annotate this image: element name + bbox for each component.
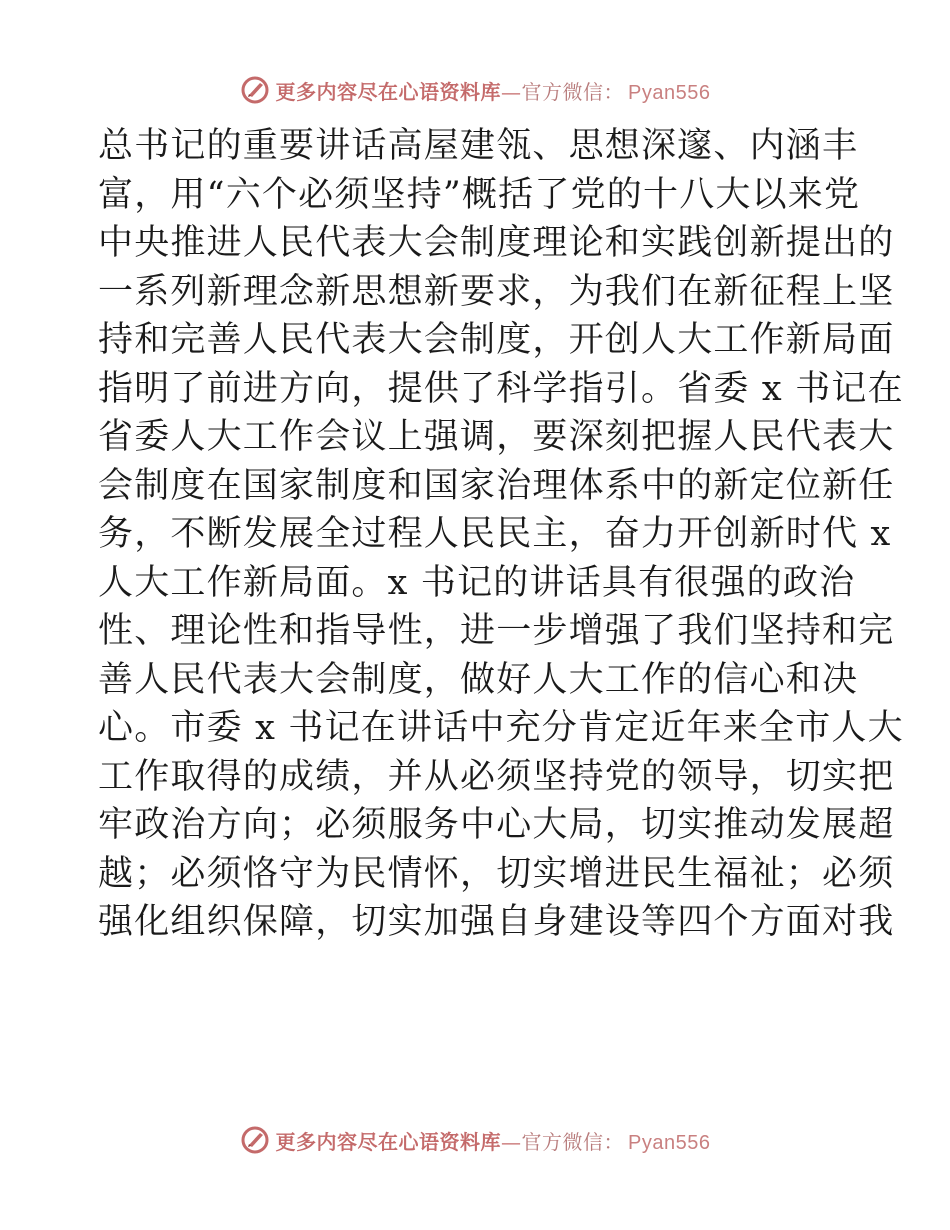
- header-banner: [0, 70, 950, 110]
- body-line-11: 性、理论性和指导性，进一步增强了我们坚持和完: [98, 611, 895, 651]
- body-line-16: 越；必须恪守为民情怀，切实增进民生福祉；必须: [98, 853, 895, 894]
- body-line-14: 工作取得的成绩，并从必须坚持党的领导，切实把: [98, 756, 895, 797]
- footer-banner-title: 更多内容尽在心语资料库: [275, 1129, 502, 1154]
- logo-icon: [240, 75, 270, 105]
- footer-banner-dash: —: [501, 1129, 522, 1154]
- body-line-7: 省委人大工作会议上强调，要深刻把握人民代表大: [98, 417, 895, 457]
- body-line-9: 务，不断发展全过程人民民主，奋力开创新时代 x: [98, 514, 892, 554]
- header-banner-text: [276, 76, 711, 105]
- body-line-5: 持和完善人民代表大会制度，开创人大工作新局面: [98, 320, 895, 360]
- document-body: [98, 122, 904, 947]
- header-banner-title: 更多内容尽在心语资料库: [275, 79, 502, 104]
- header-banner-id: Pyan556: [628, 81, 711, 104]
- footer-banner-text: [276, 1126, 711, 1155]
- body-line-12: 善人民代表大会制度，做好人大工作的信心和决: [98, 659, 859, 700]
- logo-icon: [240, 1125, 270, 1155]
- footer-banner-label: 官方微信：: [521, 1129, 625, 1154]
- body-line-6: 指明了前进方向，提供了科学指引。省委 x 书记在: [98, 368, 904, 409]
- body-line-17: 强化组织保障，切实加强自身建设等四个方面对我: [98, 902, 895, 942]
- footer-banner-id: Pyan556: [628, 1131, 711, 1154]
- body-line-8: 会制度在国家制度和国家治理体系中的新定位新任: [98, 465, 895, 506]
- body-line-4: 一系列新理念新思想新要求，为我们在新征程上坚: [98, 271, 895, 312]
- body-line-3: 中央推进人民代表大会制度理论和实践创新提出的: [98, 223, 895, 263]
- body-line-13: 心。市委 x 书记在讲话中充分肯定近年来全市人大: [98, 708, 904, 748]
- body-line-2: 富，用“六个必须坚持”概括了党的十八大以来党: [98, 174, 861, 215]
- header-banner-dash: —: [501, 79, 522, 104]
- footer-banner: [0, 1120, 950, 1160]
- body-line-10: 人大工作新局面。x 书记的讲话具有很强的政治: [98, 562, 856, 603]
- body-line-15: 牢政治方向；必须服务中心大局，切实推动发展超: [98, 805, 895, 845]
- body-line-1: 总书记的重要讲话高屋建瓴、思想深邃、内涵丰: [98, 126, 859, 166]
- header-banner-label: 官方微信：: [521, 79, 625, 104]
